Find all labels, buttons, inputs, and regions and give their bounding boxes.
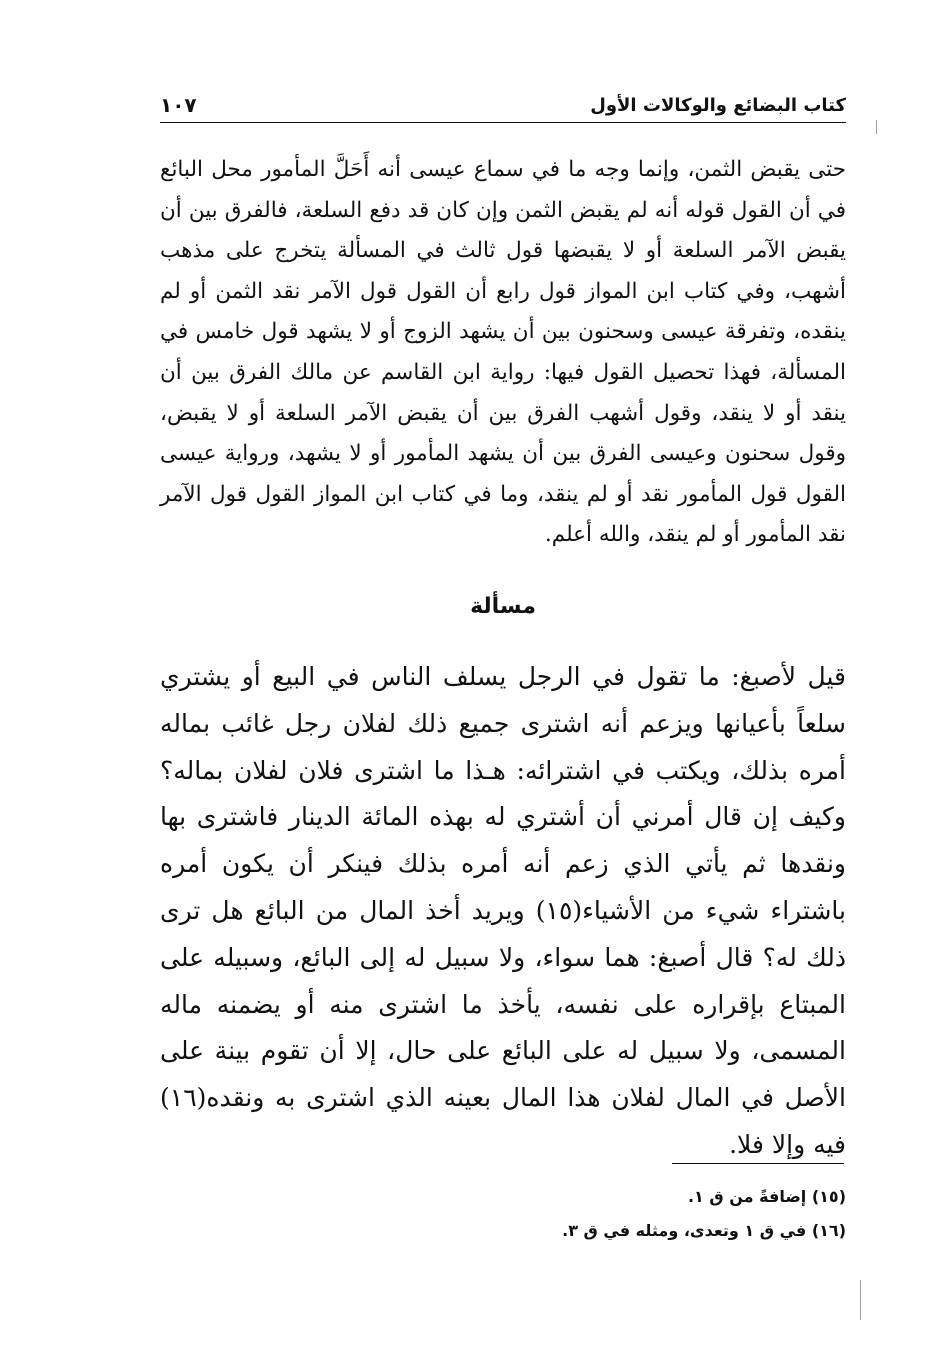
section-heading: مسألة (470, 594, 536, 619)
page-number: ١٠٧ (160, 93, 197, 117)
footnote-15: (١٥) إضافةً من ق ١. (687, 1187, 846, 1206)
scan-artifact-tick (876, 120, 877, 134)
scan-artifact-line (860, 1280, 861, 1320)
footnotes (160, 1180, 846, 1248)
running-head (160, 88, 846, 123)
paragraph-question: قيل لأصبغ: ما تقول في الرجل يسلف الناس في البيع أو يشتري سلعاً بأعيانها ويزعم أنه اشترى جميع ذلك لفلان رجل غائب بماله أمره بذلك، ويكتب في اشترائه: هـذا ما اشترى فلان لفلان بماله؟ وكيف إن قال أمرني أن أشتري له بهذه المائة الدينار فاشترى بها ونقدها ثم يأتي الذي زعم أنه أمره بذلك فينكر أن يكون أمره باشتراء شيء من الأشياء(١٥) ويريد أخذ المال من البائع هل ترى ذلك له؟ قال أصبغ: هما سواء، ولا سبيل له إلى البائع، وسبيله على المبتاع بإقراره على نفسه، يأخذ ما اشترى منه أو يضمنه ماله المسمى، ولا سبيل له على البائع على حال، إلا أن تقوم بينة على الأصل في المال لفلان هذا المال بعينه الذي اشترى به ونقده(١٦) فيه وإلا فلا. (160, 662, 847, 1159)
running-title: كتاب البضائع والوكالات الأول (590, 94, 846, 116)
footnote-separator (672, 1163, 844, 1164)
footnote-16: (١٦) في ق ١ وتعدى، ومثله في ق ٣. (562, 1221, 846, 1240)
paragraph-continuation: حتى يقبض الثمن، وإنما وجه ما في سماع عيسى أنه أَحَلَّ المأمور محل البائع في أن القول قوله أنه لم يقبض الثمن وإن كان قد دفع السلعة، فالفرق بين أن يقبض الآمر السلعة أو لا يقبضها قول ثالث في المسألة يتخرج على مذهب أشهب، وفي كتاب ابن المواز قول رابع أن القول قول الآمر نقد الثمن أو لم ينقده، وتفرقة عيسى وسحنون بين أن يشهد الزوج أو لا يشهد قول خامس في المسألة، فهذا تحصيل القول فيها: رواية ابن القاسم عن مالك الفرق بين أن ينقد أو لا ينقد، وقول أشهب الفرق بين أن يقبض الآمر السلعة أو لا يقبض، وقول سحنون وعيسى الفرق بين أن يشهد المأمور أو لا يشهد، ورواية عيسى القول قول المأمور نقد أو لم ينقد، وما في كتاب ابن المواز القول قول الآمر نقد المأمور أو لم ينقد، والله أعلم. (160, 157, 846, 548)
